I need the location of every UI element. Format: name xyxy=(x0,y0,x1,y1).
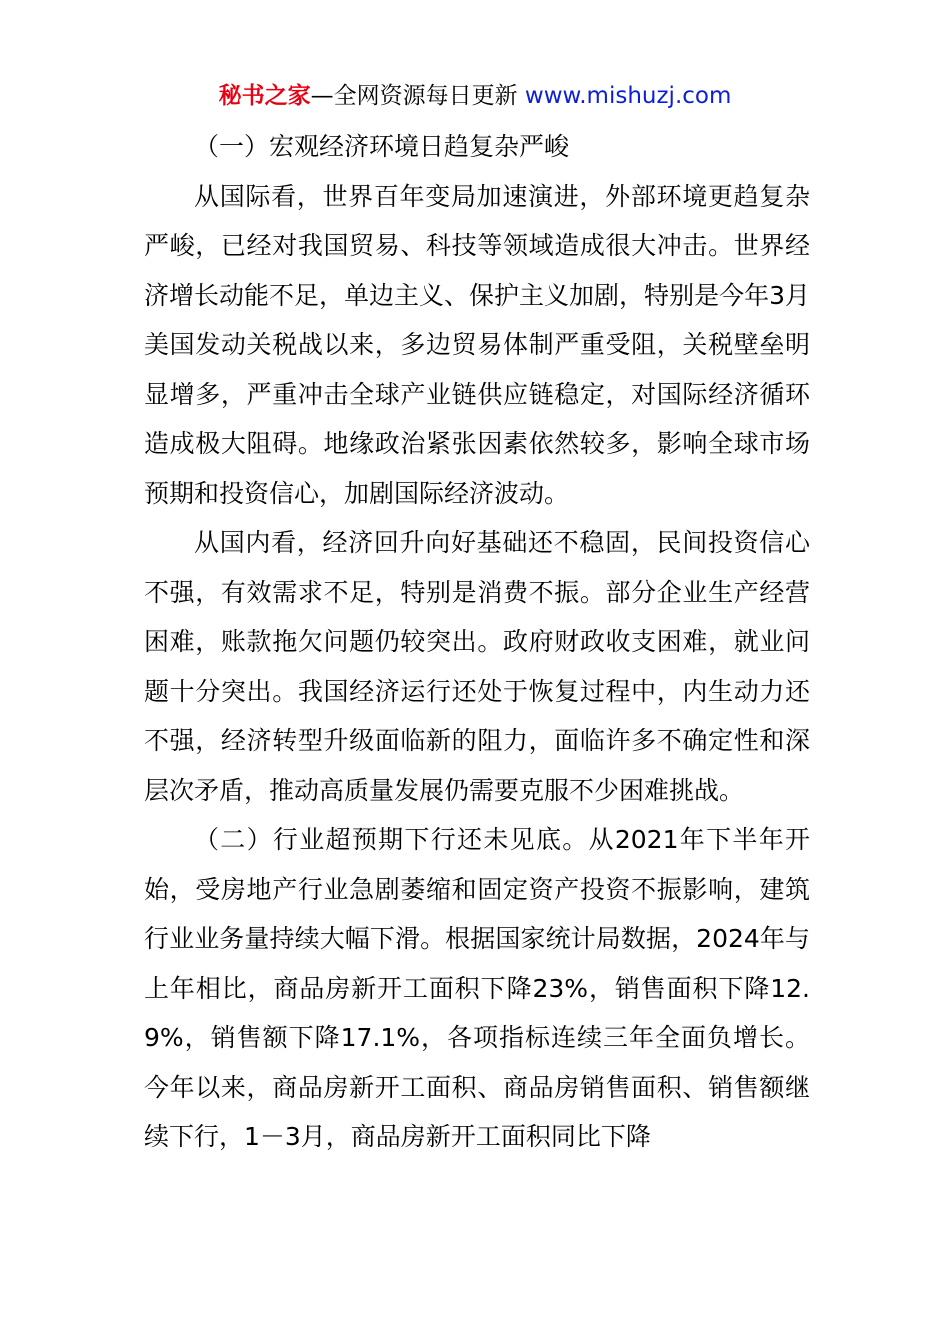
paragraph-international: 从国际看，世界百年变局加速演进，外部环境更趋复杂严峻，已经对我国贸易、科技等领域造成很大冲击。世界经济增长动能不足，单边主义、保护主义加剧，特别是今年3月美国发动关税战以来，多边贸易体制严重受阻，关税壁垒明显增多，严重冲击全球产业链供应链稳定，对国际经济循环造成极大阻碍。地缘政治紧张因素依然较多，影响全球市场预期和投资信心，加剧国际经济波动。 xyxy=(144,181,810,508)
site-url-link[interactable]: www.mishuzj.com xyxy=(517,83,732,109)
site-header xyxy=(0,81,950,111)
paragraph-domestic: 从国内看，经济回升向好基础还不稳固，民间投资信心不强，有效需求不足，特别是消费不振。部分企业生产经营困难，账款拖欠问题仍较突出。政府财政收支困难，就业问题十分突出。我国经济运行还处于恢复过程中，内生动力还不强，经济转型升级面临新的阻力，面临许多不确定性和深层次矛盾，推动高质量发展仍需要克服不少困难挑战。 xyxy=(144,528,810,805)
document-body xyxy=(144,122,810,1162)
header-tagline: —全网资源每日更新 xyxy=(310,83,518,109)
paragraph-industry: （二）行业超预期下行还未见底。从2021年下半年开始，受房地产行业急剧萎缩和固定资产投资不振影响，建筑行业业务量持续大幅下滑。根据国家统计局数据，2024年与上年相比，商品房新开工面积下降23%，销售面积下降12.9%，销售额下降17.1%，各项指标连续三年全面负增长。今年以来，商品房新开工面积、商品房销售面积、销售额继续下行，1－3月，商品房新开工面积同比下降 xyxy=(144,825,810,1151)
brand-name: 秘书之家 xyxy=(218,83,311,109)
section-heading: （一）宏观经济环境日趋复杂严峻 xyxy=(194,132,570,161)
